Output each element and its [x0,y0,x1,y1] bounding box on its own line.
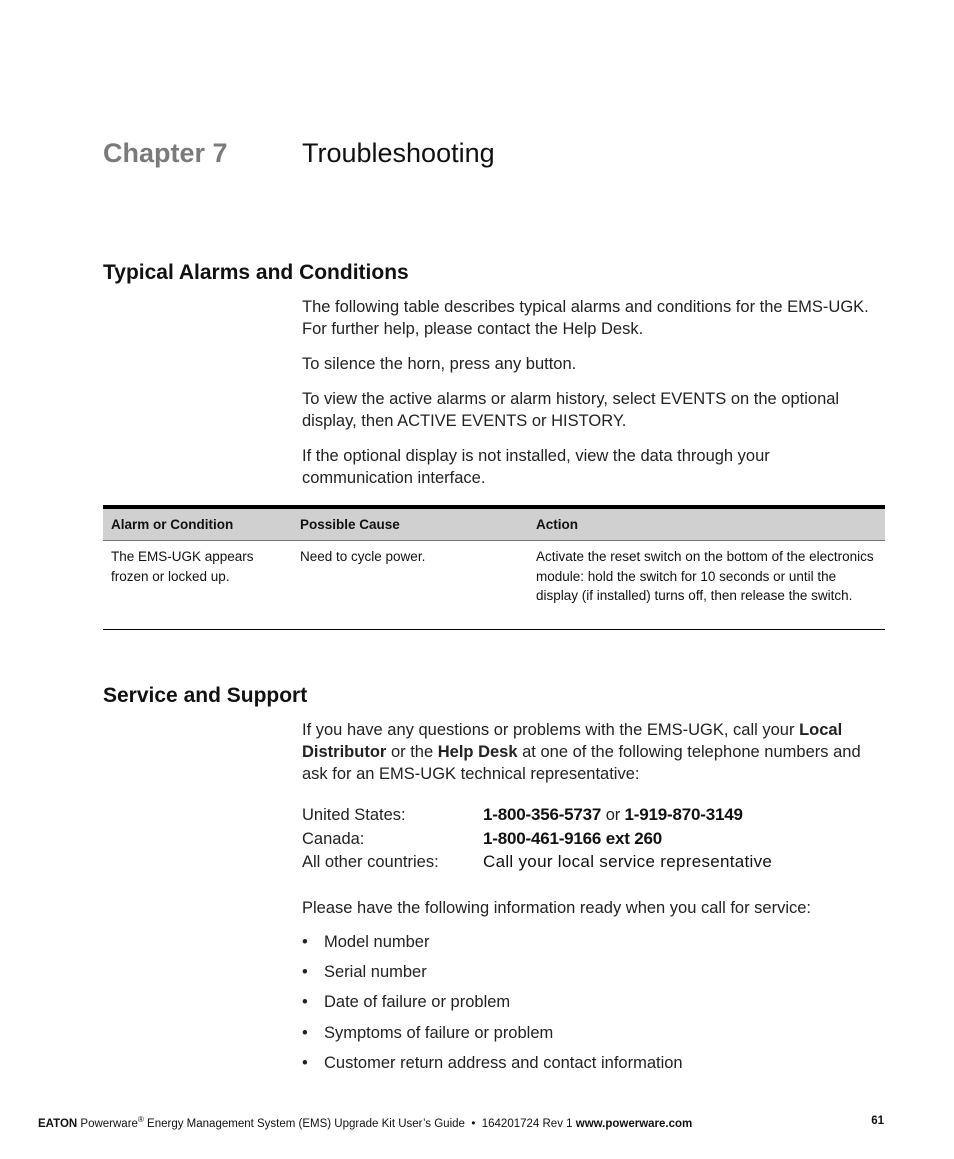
alarm-table [103,505,885,630]
paragraph: If the optional display is not installed, view the data through your communication interface. [302,447,770,487]
bullet-icon: • [302,963,308,982]
contact-row-canada [302,830,872,854]
table-header [103,509,885,541]
column-header-action: Action [536,517,578,532]
footer-brand: EATON [38,1117,78,1130]
phone-number[interactable] [483,805,743,825]
footer-guide-title: Energy Management System (EMS) Upgrade Kit User’s Guide [147,1117,465,1130]
service-intro [302,719,872,785]
or-text: or [605,806,620,824]
alarms-intro [302,296,872,489]
chapter-number: Chapter 7 [103,138,228,168]
cell-condition: The EMS-UGK appears frozen or locked up. [111,549,254,584]
paragraph: To view the active alarms or alarm history, select EVENTS on the optional display, then ACTIVE EVENTS or HISTORY. [302,390,840,430]
registered-mark: ® [137,1115,144,1124]
footer-url[interactable]: www.powerware.com [575,1117,693,1130]
footer-separator: • [471,1117,476,1130]
page-number: 61 [871,1115,884,1127]
page-footer [38,1115,884,1135]
footer-doc-number: 164201724 Rev 1 [481,1117,573,1130]
phone-us-2[interactable]: 1-919-870-3149 [624,805,743,824]
phone-canada[interactable]: 1-800-461-9166 ext 260 [483,828,662,848]
list-item: • Symptoms of failure or problem [302,1023,554,1042]
paragraph: Please have the following information ready when you call for service: [302,899,812,917]
list-item: • Model number [302,933,430,951]
bullet-icon: • [302,933,308,951]
contact-list [302,806,872,877]
section-heading-service: Service and Support [103,684,308,707]
bullet-icon: • [302,993,308,1012]
contact-row-us [302,806,872,830]
cell-cause: Need to cycle power. [300,549,426,564]
list-item: • Date of failure or problem [302,993,511,1012]
info-bullet-list [302,933,872,1084]
table-row [103,541,885,630]
help-desk-label: Help Desk [437,743,518,761]
paragraph: The following table describes typical alarms and conditions for the EMS-UGK. For further help, please contact the Help Desk. [302,298,869,338]
contact-other-text: Call your local service representative [483,852,773,871]
bullet-icon: • [302,1053,308,1072]
list-item: • Customer return address and contact information [302,1053,683,1072]
contact-label: Canada: [302,829,365,848]
contact-row-other [302,853,872,877]
info-intro [302,897,872,919]
cell-action: Activate the reset switch on the bottom of the electronics module: hold the switch for 10 seconds or until the display (if installed) turns off, then release the switch. [536,549,874,603]
phone-us-1[interactable]: 1-800-356-5737 [483,805,602,824]
section-heading-alarms: Typical Alarms and Conditions [103,261,409,284]
intro-text: If you have any questions or problems with the EMS-UGK, call your [302,721,795,739]
column-header-condition: Alarm or Condition [111,517,234,532]
footer-text [38,1115,692,1130]
intro-text: or the [390,743,434,761]
chapter-title: Troubleshooting [302,138,495,168]
bullet-icon: • [302,1023,308,1042]
list-item: • Serial number [302,963,427,982]
footer-product: Powerware [80,1117,138,1130]
paragraph: To silence the horn, press any button. [302,355,577,373]
local-distributor-label: Local Distributor [302,721,843,761]
chapter-header [103,138,883,178]
contact-label: All other countries: [302,853,439,871]
intro-text: at one of the following telephone numbers and ask for an EMS-UGK technical representative: [302,743,861,783]
contact-label: United States: [302,806,406,824]
column-header-cause: Possible Cause [300,517,400,532]
paragraph [302,719,872,785]
